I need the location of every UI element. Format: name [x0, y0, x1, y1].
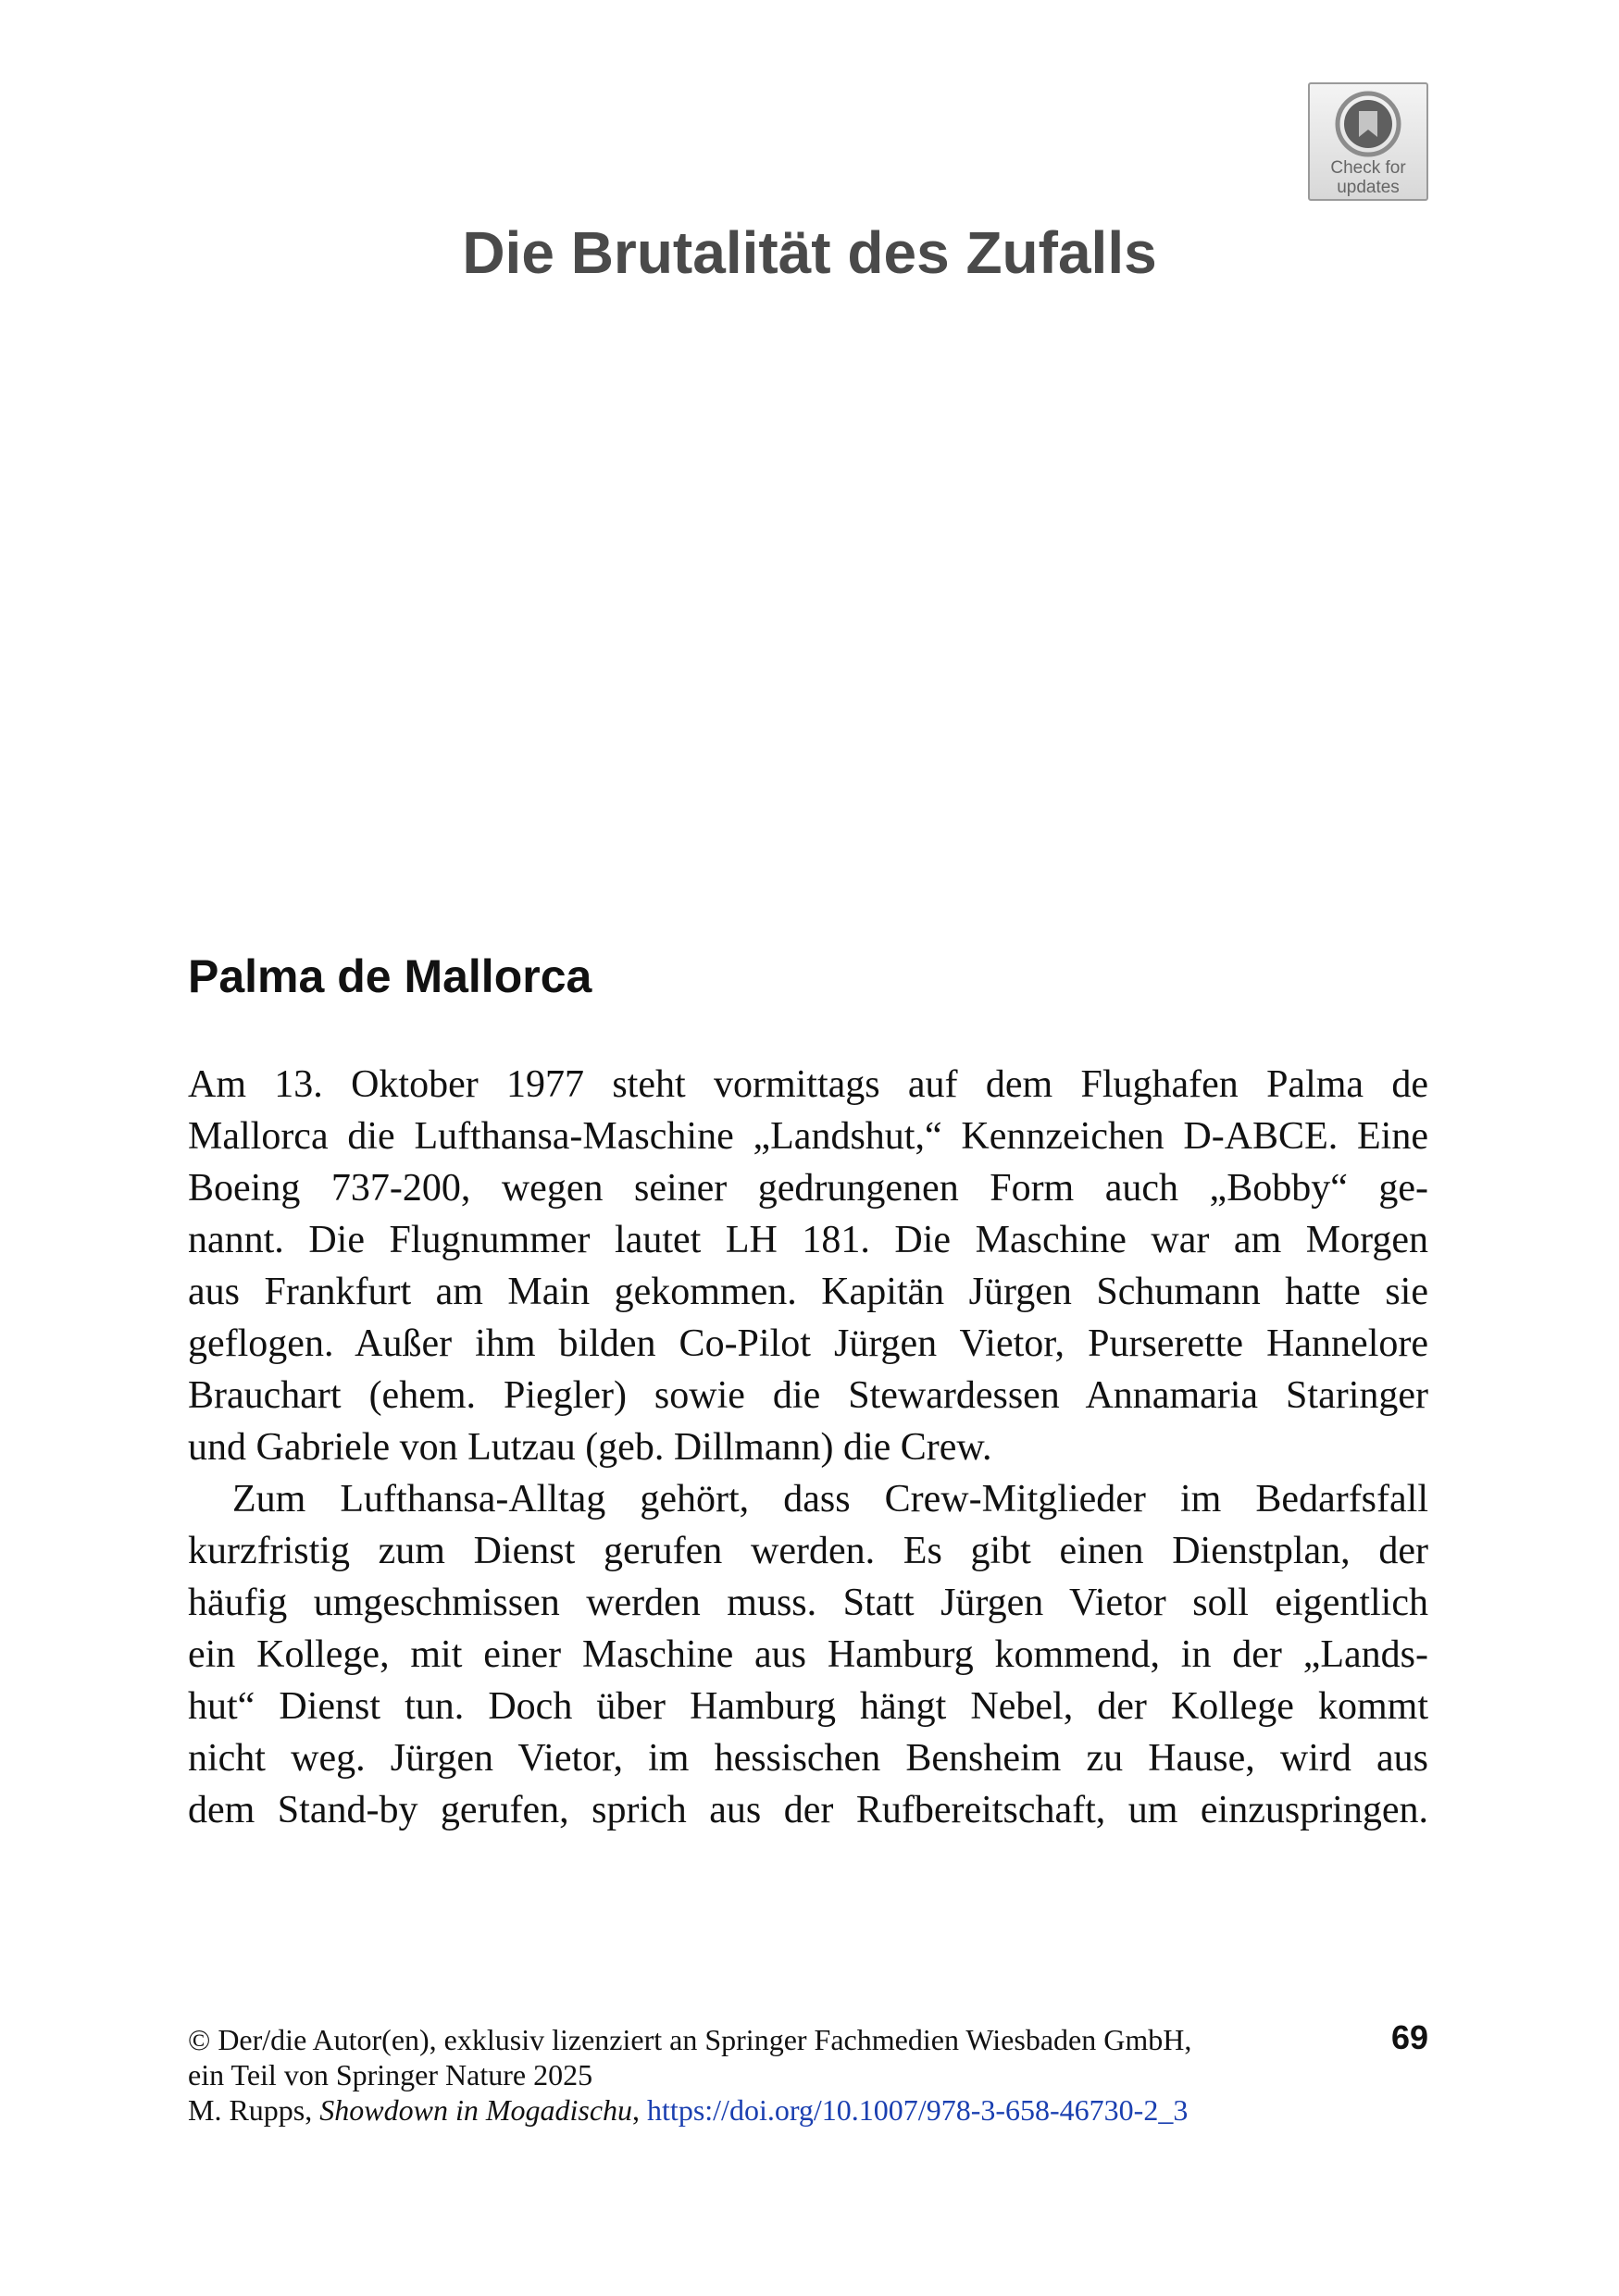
- paragraph-1-line: und Gabriele von Lutzau (geb. Dillmann) die Crew.: [188, 1426, 992, 1469]
- paragraph-2-line: ein Kollege, mit einer Maschine aus Hamburg kommend, in der „Lands-: [188, 1633, 1428, 1676]
- paragraph-2-line: hut“ Dienst tun. Doch über Hamburg hängt Nebel, der Kollege kommt: [188, 1685, 1428, 1728]
- paragraph-1-line: aus Frankfurt am Main gekommen. Kapitän Jürgen Schumann hatte sie: [188, 1271, 1428, 1313]
- paragraph-1-line: Am 13. Oktober 1977 steht vormittags auf dem Flughafen Palma de: [188, 1063, 1428, 1106]
- badge-label-line1: Check for: [1330, 158, 1406, 178]
- copyright-line: © Der/die Autor(en), exklusiv lizenziert an Springer Fachmedien Wiesbaden GmbH,: [188, 2023, 1192, 2056]
- badge-label-line2: updates: [1337, 178, 1400, 197]
- paragraph-1-line: Mallorca die Lufthansa-Maschine „Landshut,“ Kennzeichen D-ABCE. Eine: [188, 1115, 1428, 1158]
- body-text: [188, 1059, 1428, 1836]
- paragraph-1-line: Boeing 737-200, wegen seiner gedrungenen Form auch „Bobby“ ge-: [188, 1167, 1428, 1210]
- paragraph-2-line: dem Stand-by gerufen, sprich aus der Rufbereitschaft, um einzuspringen.: [188, 1789, 1428, 1831]
- paragraph-1-line: nannt. Die Flugnummer lautet LH 181. Die Maschine war am Morgen: [188, 1219, 1428, 1261]
- paragraph-1-line: Brauchart (ehem. Piegler) sowie die Stewardessen Annamaria Staringer: [188, 1374, 1428, 1417]
- section-title: Palma de Mallorca: [188, 950, 592, 1002]
- chapter-title: Die Brutalität des Zufalls: [462, 219, 1157, 286]
- page-number: 69: [1390, 2018, 1428, 2056]
- doi-link[interactable]: https://doi.org/10.1007/978-3-658-46730-2_3: [647, 2093, 1189, 2127]
- paragraph-2-line: häufig umgeschmissen werden muss. Statt Jürgen Vietor soll eigentlich: [188, 1582, 1428, 1624]
- citation-line: [188, 2092, 1428, 2128]
- paragraph-2-line: kurzfristig zum Dienst gerufen werden. Es gibt einen Dienstplan, der: [188, 1530, 1428, 1572]
- paragraph-2-line: nicht weg. Jürgen Vietor, im hessischen Bensheim zu Hause, wird aus: [188, 1737, 1428, 1780]
- check-for-updates-badge[interactable]: [1308, 82, 1428, 201]
- copyright-line: ein Teil von Springer Nature 2025: [188, 2058, 593, 2091]
- paragraph-1-line: geflogen. Außer ihm bilden Co-Pilot Jürgen Vietor, Purserette Hannelore: [188, 1322, 1428, 1365]
- paragraph-2-line: Zum Lufthansa-Alltag gehört, dass Crew-Mitglieder im Bedarfsfall: [232, 1478, 1428, 1520]
- citation-separator: ,: [632, 2093, 648, 2127]
- copyright-footer: [188, 2022, 1428, 2128]
- bookmark-icon: [1335, 91, 1401, 157]
- author-name: M. Rupps,: [188, 2093, 320, 2127]
- book-title: Showdown in Mogadischu: [319, 2093, 633, 2127]
